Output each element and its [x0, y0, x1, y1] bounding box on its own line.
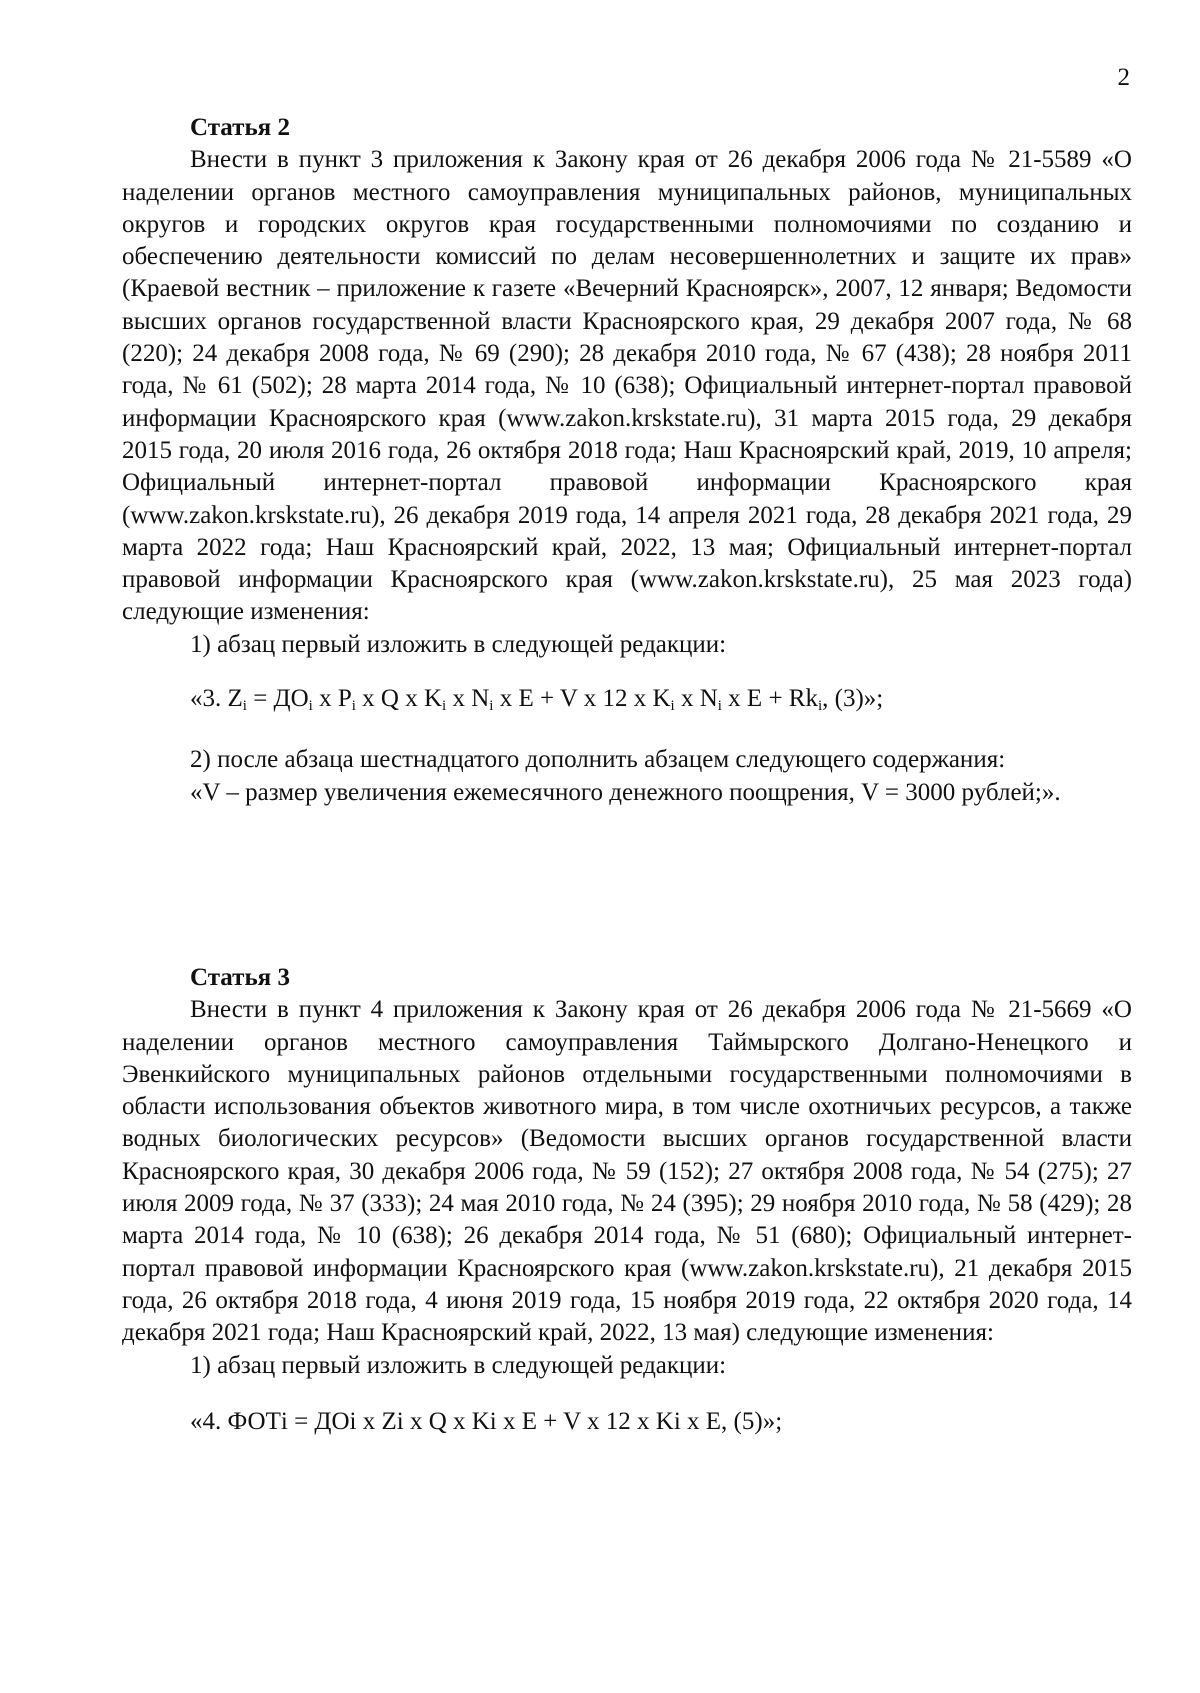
article-2-item-1: 1) абзац первый изложить в следующей редакции:	[190, 630, 727, 658]
article-3-intro: Внести в пункт 4 приложения к Закону края от 26 декабря 2006 года № 21-5669 «О наделении органов местного самоуправления Таймырского Долгано-Ненецкого и Эвенкийского муниципальных районов отдельными государственными полномочиями в области использования объектов животного мира, в том числе охотничьих ресурсов, а также водных биологических ресурсов» (Ведомости высших органов государственной власти Красноярского края, 30 декабря 2006 года, № 59 (152); 27 октября 2008 года, № 54 (275); 27 июля 2009 года, № 37 (333); 24 мая 2010 года, № 24 (395); 29 ноября 2010 года, № 58 (429); 28 марта 2014 года, № 10 (638); 26 декабря 2014 года, № 51 (680); Официальный интернет-портал правовой информации Красноярского края (www.zakon.krskstate.ru), 21 декабря 2015 года, 26 октября 2018 года, 4 июня 2019 года, 15 ноября 2019 года, 22 октября 2020 года, 14 декабря 2021 года; Наш Красноярский край, 2022, 13 мая) следующие изменения:	[122, 996, 1132, 1347]
article-2-item-2: 2) после абзаца шестнадцатого дополнить абзацем следующего содержания:	[190, 746, 1006, 774]
article-2-intro: Внести в пункт 3 приложения к Закону края от 26 декабря 2006 года № 21-5589 «О наделении органов местного самоуправления муниципальных районов, муниципальных округов и городских округов края государственными полномочиями по созданию и обеспечению деятельности комиссий по делам несовершеннолетних и защите их прав» (Краевой вестник – приложение к газете «Вечерний Красноярск», 2007, 12 января; Ведомости высших органов государственной власти Красноярского края, 29 декабря 2007 года, № 68 (220); 24 декабря 2008 года, № 69 (290); 28 декабря 2010 года, № 67 (438); 28 ноября 2011 года, № 61 (502); 28 марта 2014 года, № 10 (638); Официальный интернет-портал правовой информации Красноярского края (www.zakon.krskstate.ru), 31 марта 2015 года, 29 декабря 2015 года, 20 июля 2016 года, 26 октября 2018 года; Наш Красноярский край, 2019, 10 апреля; Официальный интернет-портал правовой информации Красноярского края (www.zakon.krskstate.ru), 26 декабря 2019 года, 14 апреля 2021 года, 28 декабря 2021 года, 29 марта 2022 года; Наш Красноярский край, 2022, 13 мая; Официальный интернет-портал правовой информации Красноярского края (www.zakon.krskstate.ru), 25 мая 2023 года) следующие изменения:	[122, 146, 1132, 626]
article-3-heading: Статья 3	[190, 964, 290, 991]
article-2-heading: Статья 2	[190, 114, 290, 141]
article-2-item-2-text: «V – размер увеличения ежемесячного денежного поощрения, V = 3000 рублей;».	[190, 778, 1061, 806]
article-2	[122, 112, 1132, 809]
article-3	[122, 962, 1132, 1460]
page-number: 2	[1117, 64, 1130, 91]
article-3-formula: «4. ФОТi = ДОi x Zi x Q x Ki x E + V x 12 x Ki x E, (5)»;	[190, 1407, 783, 1435]
article-2-formula: «3. $Z_i = ДО_i$ x $P_i$ x Q x $K_i$ x $N_i$ x E + V x 12 x $K_i$ x $N_i$ x $E + Rk_i$, (3)»;	[190, 685, 884, 715]
article-3-item-1: 1) абзац первый изложить в следующей редакции:	[190, 1351, 727, 1379]
